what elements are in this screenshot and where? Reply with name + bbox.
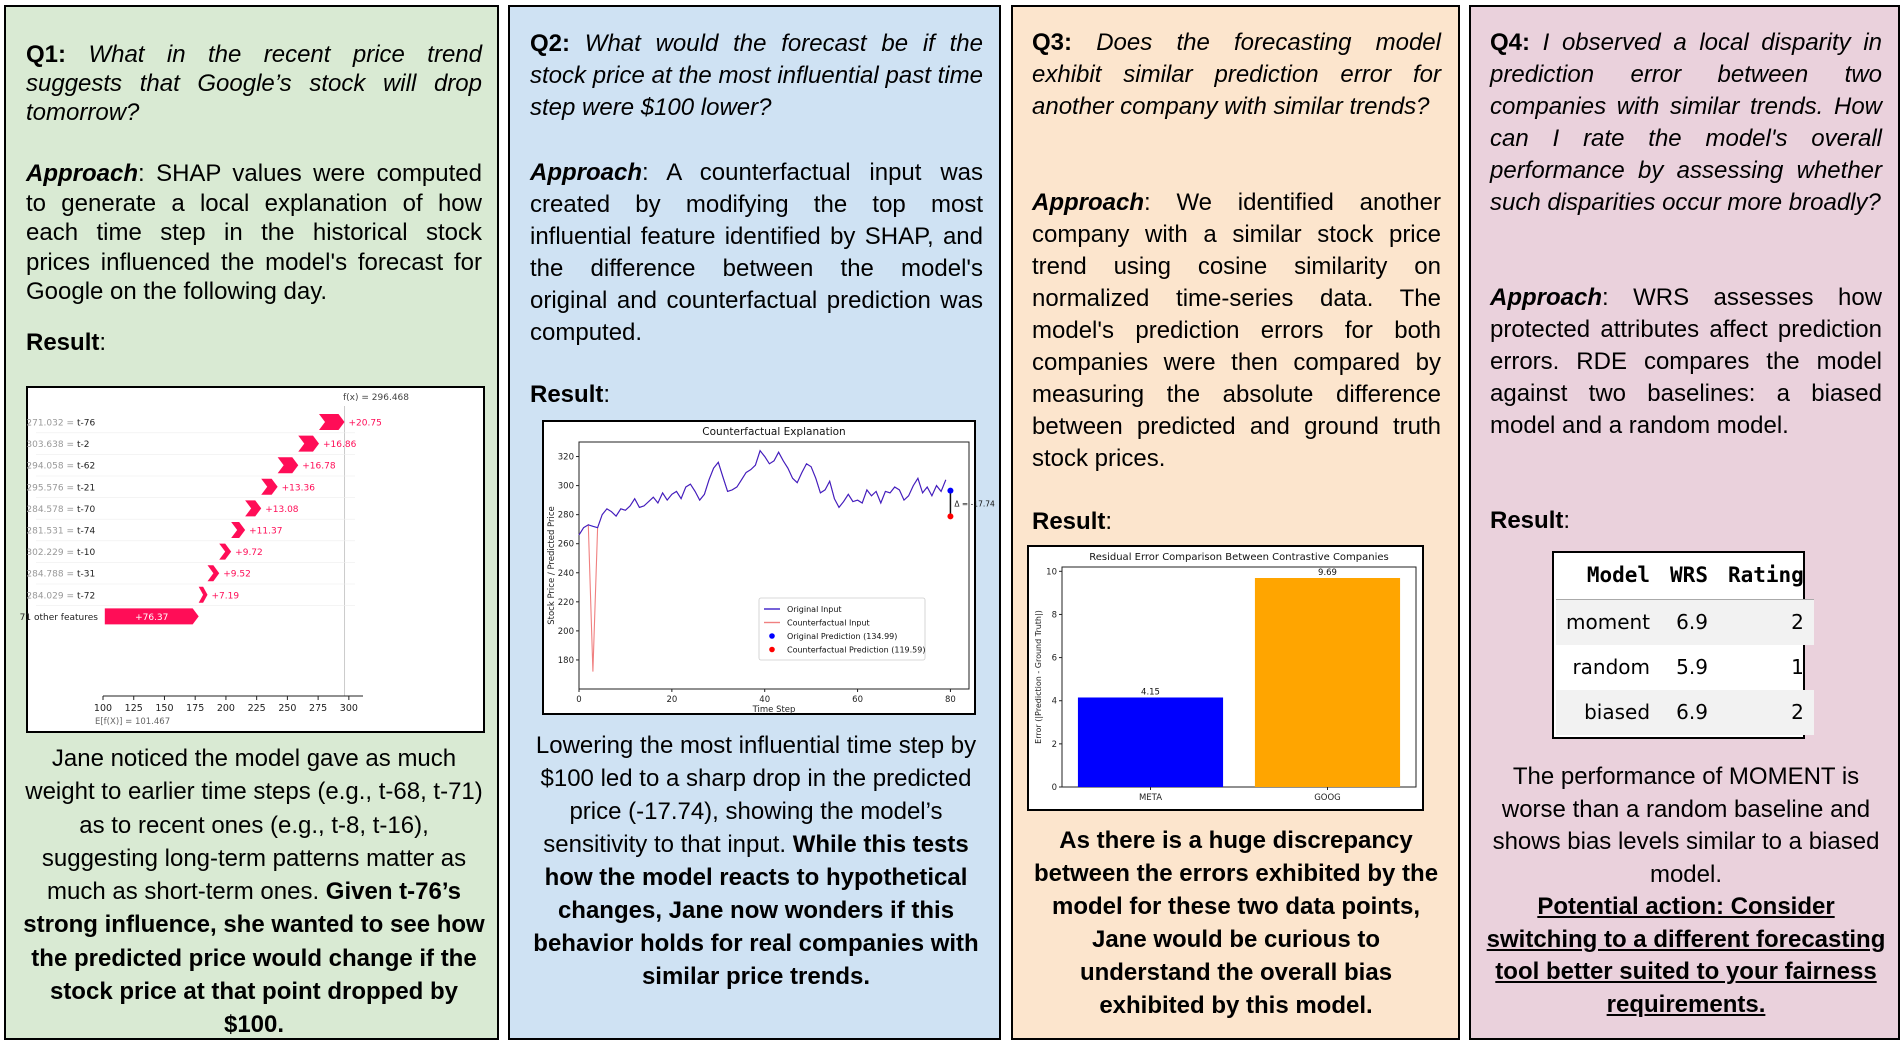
table-cell-rating: 2 — [1718, 600, 1814, 645]
cf-delta-label: Δ = -17.74 — [954, 499, 995, 509]
shap-bar — [219, 544, 231, 560]
err-bar-value-label: 9.69 — [1318, 568, 1337, 578]
cf-x-tick-label: 80 — [945, 695, 956, 705]
cf-counterfactual-prediction-point — [947, 513, 953, 519]
q2-caption — [522, 729, 990, 993]
q2-result-label: Result — [530, 381, 604, 408]
q2-approach-text: : A counterfactual input was created by modifying the top most influential feature identified by SHAP, and the difference between the model's original and counterfactual prediction was computed. — [530, 159, 983, 346]
err-y-tick-label: 2 — [1051, 739, 1057, 750]
q4-approach-label: Approach — [1490, 284, 1603, 311]
residual-error-chart — [1029, 547, 1422, 809]
table-cell-model: random — [1572, 655, 1651, 679]
q1-result-heading — [26, 328, 106, 358]
q1-question-text: What in the recent price trend suggests that Google’s stock will drop tomorrow? — [26, 41, 482, 126]
shap-feature-value: 271.032 = — [26, 418, 74, 429]
cf-y-tick-label: 220 — [557, 597, 574, 608]
cf-x-tick-label: 20 — [666, 695, 678, 705]
residual-error-figure — [1027, 545, 1424, 811]
wrs-col-wrs: WRS — [1660, 557, 1718, 600]
shap-feature-name: t-70 — [77, 504, 96, 515]
q3-result-label: Result — [1032, 508, 1106, 535]
cf-legend-label: Counterfactual Input — [787, 618, 870, 628]
q3-approach-text: : We identified another company with a similar stock price trend using cosine similarity on normalized time-series data. The model's prediction errors for both companies were then compared by measuring the absolute difference between predicted and ground truth stock prices. — [1032, 189, 1441, 472]
q1-question — [26, 40, 482, 127]
q1-label: Q1: — [26, 41, 67, 68]
shap-bar-label: +9.52 — [223, 569, 251, 580]
cf-legend-label: Original Input — [787, 605, 842, 614]
cf-y-tick-label: 280 — [557, 510, 574, 521]
q3-question-text: Does the forecasting model exhibit similar prediction error for another company with similar trends? — [1032, 29, 1441, 120]
q4-caption-text: The performance of MOMENT is worse than a random baseline and shows bias levels similar to a biased model. — [1492, 763, 1880, 888]
shap-bar — [245, 500, 261, 516]
cf-original-prediction-point — [947, 488, 953, 494]
q4-approach-text: : WRS assesses how protected attributes affect prediction errors. RDE compares the model against two baselines: a biased model and a random model. — [1490, 284, 1882, 439]
cf-original-line — [579, 451, 946, 535]
q2-approach — [530, 157, 983, 349]
err-bar — [1078, 697, 1223, 787]
shap-bar-label: +13.36 — [281, 483, 315, 494]
err-y-tick-label: 10 — [1046, 567, 1057, 578]
shap-bar-label: +16.86 — [323, 440, 357, 451]
q3-approach — [1032, 187, 1441, 475]
cf-legend-label: Counterfactual Prediction (119.59) — [787, 645, 926, 655]
shap-x-tick-label: 100 — [93, 703, 113, 714]
shap-bar-label: +16.78 — [302, 461, 336, 472]
shap-bar — [231, 522, 245, 538]
q1-approach-text: : SHAP values were computed to generate a local explanation of how each time step in the historical stock prices influenced the model's forecast for Google on the following day. — [26, 160, 482, 305]
q4-approach — [1490, 282, 1882, 442]
q4-label: Q4: — [1490, 29, 1531, 56]
shap-bar — [278, 457, 299, 473]
q4-question — [1490, 27, 1882, 219]
q2-approach-label: Approach — [530, 159, 643, 186]
table-row — [1556, 645, 1814, 690]
shap-feature-name: t-72 — [77, 591, 96, 602]
wrs-table — [1556, 557, 1814, 735]
shap-bar — [298, 436, 319, 452]
panel-q3 — [1011, 5, 1460, 1040]
shap-feature-value: 284.788 = — [26, 569, 74, 580]
shap-feature-value: 302.229 = — [26, 548, 74, 559]
wrs-col-rating: Rating — [1718, 557, 1814, 600]
wrs-table-figure — [1552, 551, 1805, 739]
q4-potential-action: Potential action: Consider switching to a different forecasting tool better suited to your fairness requirements. — [1486, 893, 1886, 1018]
table-cell-model: moment — [1556, 600, 1660, 645]
table-row — [1556, 690, 1814, 735]
q1-result-colon: : — [99, 329, 107, 356]
err-chart-title: Residual Error Comparison Between Contrastive Companies — [1089, 552, 1389, 563]
shap-bar-label: +76.37 — [135, 612, 169, 623]
cf-y-axis-label: Stock Price / Predicted Price — [547, 506, 557, 625]
shap-feature-value: 294.058 = — [26, 461, 74, 472]
q4-result-heading — [1490, 506, 1570, 536]
q1-caption-text: Jane noticed the model gave as much weight to earlier time steps (e.g., t-68, t-71) as to recent ones (e.g., t-8, t-16), suggesting long-term patterns matter as much as short-term ones. — [25, 745, 483, 906]
err-y-tick-label: 0 — [1051, 783, 1057, 793]
q2-question-text: What would the forecast be if the stock price at the most influential past time step were $100 lower? — [530, 30, 983, 121]
shap-feature-value: 295.576 = — [26, 483, 74, 494]
wrs-col-model: Model — [1556, 557, 1660, 600]
err-bar-value-label: 4.15 — [1141, 687, 1160, 698]
shap-bar — [319, 414, 345, 430]
q2-result-heading — [530, 380, 610, 410]
q3-question — [1032, 27, 1441, 123]
shap-bar — [261, 479, 277, 495]
q1-caption — [18, 742, 490, 1042]
shap-x-tick-label: 300 — [339, 703, 358, 714]
shap-bar-label: +20.75 — [348, 418, 382, 429]
err-y-tick-label: 8 — [1051, 610, 1057, 621]
q2-caption-text: Lowering the most influential time step by $100 led to a sharp drop in the predicted price (-17.74), showing the model’s sensitivity to that input. — [535, 732, 977, 858]
shap-feature-name: t-21 — [77, 483, 96, 494]
shap-bar-label: +7.19 — [211, 591, 240, 602]
cf-y-tick-label: 180 — [557, 655, 574, 666]
q2-result-colon: : — [603, 381, 611, 408]
table-cell-rating: 2 — [1718, 690, 1814, 735]
shap-feature-name: t-76 — [77, 418, 96, 429]
shap-feature-name: t-31 — [77, 569, 96, 580]
q2-question — [530, 28, 983, 124]
shap-feature-value: 284.029 = — [26, 591, 74, 602]
cf-legend-swatch — [769, 647, 775, 653]
shap-x-tick-label: 175 — [186, 703, 205, 714]
cf-y-tick-label: 300 — [557, 481, 574, 492]
table-cell-model: biased — [1556, 690, 1660, 735]
shap-x-tick-label: 250 — [278, 703, 297, 714]
cf-y-tick-label: 260 — [557, 539, 574, 550]
cf-y-tick-label: 320 — [557, 452, 574, 463]
base-value-label: E[f(X)] = 101.467 — [95, 717, 171, 727]
q3-label: Q3: — [1032, 29, 1073, 56]
shap-feature-name: t-10 — [77, 548, 96, 559]
shap-feature-name: t-62 — [77, 461, 96, 472]
panel-q1 — [4, 5, 499, 1040]
q3-caption — [1027, 824, 1445, 1022]
q3-result-heading — [1032, 507, 1112, 537]
shap-feature-value: 303.638 = — [26, 440, 74, 451]
shap-feature-name: t-74 — [77, 526, 96, 537]
shap-waterfall-figure — [19, 386, 485, 733]
shap-x-tick-label: 275 — [309, 703, 328, 714]
err-y-tick-label: 6 — [1051, 653, 1057, 664]
shap-x-tick-label: 125 — [124, 703, 143, 714]
cf-y-tick-label: 200 — [557, 626, 574, 637]
table-cell-wrs: 6.9 — [1660, 600, 1718, 645]
shap-feature-value: 284.578 = — [26, 504, 74, 515]
cf-x-tick-label: 60 — [852, 695, 863, 705]
table-cell-wrs: 5.9 — [1676, 655, 1708, 679]
shap-feature-name: t-2 — [77, 440, 90, 451]
q1-result-label: Result — [26, 329, 100, 356]
shap-bar — [208, 565, 220, 581]
table-row — [1556, 600, 1814, 645]
shap-bar-label: +13.08 — [265, 504, 299, 515]
cf-legend-label: Original Prediction (134.99) — [787, 632, 898, 641]
counterfactual-figure — [542, 420, 995, 715]
shap-bar-label: +9.72 — [235, 548, 263, 559]
q1-caption-bold: Given t-76’s strong influence, she wanted to see how the predicted price would change if the stock price at that point dropped by $100. — [23, 878, 485, 1039]
cf-x-axis-label: Time Step — [752, 705, 796, 715]
err-y-tick-label: 4 — [1051, 696, 1057, 707]
shap-feature-name: 71 other features — [19, 612, 98, 623]
shap-waterfall-chart — [19, 388, 483, 731]
wrs-table-header-row — [1556, 557, 1814, 600]
q2-caption-bold: While this tests how the model reacts to hypothetical changes, Jane now wonders if this behavior holds for real companies with similar price trends. — [533, 831, 979, 990]
fx-label: f(x) = 296.468 — [343, 393, 409, 403]
q3-caption-bold: As there is a huge discrepancy between the errors exhibited by the model for these two data points, Jane would be curious to understand the overall bias exhibited by this model. — [1033, 827, 1439, 1019]
err-x-tick-label: META — [1138, 793, 1163, 803]
cf-legend-swatch — [769, 633, 775, 639]
table-cell-wrs: 6.9 — [1660, 690, 1718, 735]
cf-x-tick-label: 0 — [576, 695, 582, 705]
cf-x-tick-label: 40 — [759, 695, 771, 705]
shap-feature-value: 281.531 = — [26, 526, 74, 537]
shap-bar — [199, 587, 208, 603]
shap-bar-label: +11.37 — [249, 526, 283, 537]
q3-approach-label: Approach — [1032, 189, 1145, 216]
shap-x-tick-label: 200 — [216, 703, 235, 714]
panel-q4 — [1469, 5, 1900, 1040]
err-bar — [1255, 578, 1400, 787]
q4-result-label: Result — [1490, 507, 1564, 534]
err-x-tick-label: GOOG — [1314, 793, 1341, 803]
panel-q2 — [508, 5, 1001, 1040]
shap-x-tick-label: 225 — [247, 703, 266, 714]
q4-result-colon: : — [1563, 507, 1571, 534]
err-y-axis-label: Error (|Prediction - Ground Truth|) — [1034, 610, 1043, 744]
cf-y-tick-label: 240 — [557, 568, 574, 579]
q4-caption — [1483, 761, 1889, 1021]
q4-question-text: I observed a local disparity in prediction error between two companies with similar trends. How can I rate the model's overall performance by assessing whether such disparities occur more broadly? — [1490, 29, 1882, 216]
q2-label: Q2: — [530, 30, 571, 57]
q3-result-colon: : — [1105, 508, 1113, 535]
q1-approach-label: Approach — [26, 160, 139, 187]
cf-chart-title: Counterfactual Explanation — [702, 426, 846, 438]
shap-x-tick-label: 150 — [155, 703, 174, 714]
q1-approach — [26, 159, 482, 307]
table-cell-rating: 1 — [1791, 655, 1804, 679]
counterfactual-chart — [544, 422, 995, 715]
